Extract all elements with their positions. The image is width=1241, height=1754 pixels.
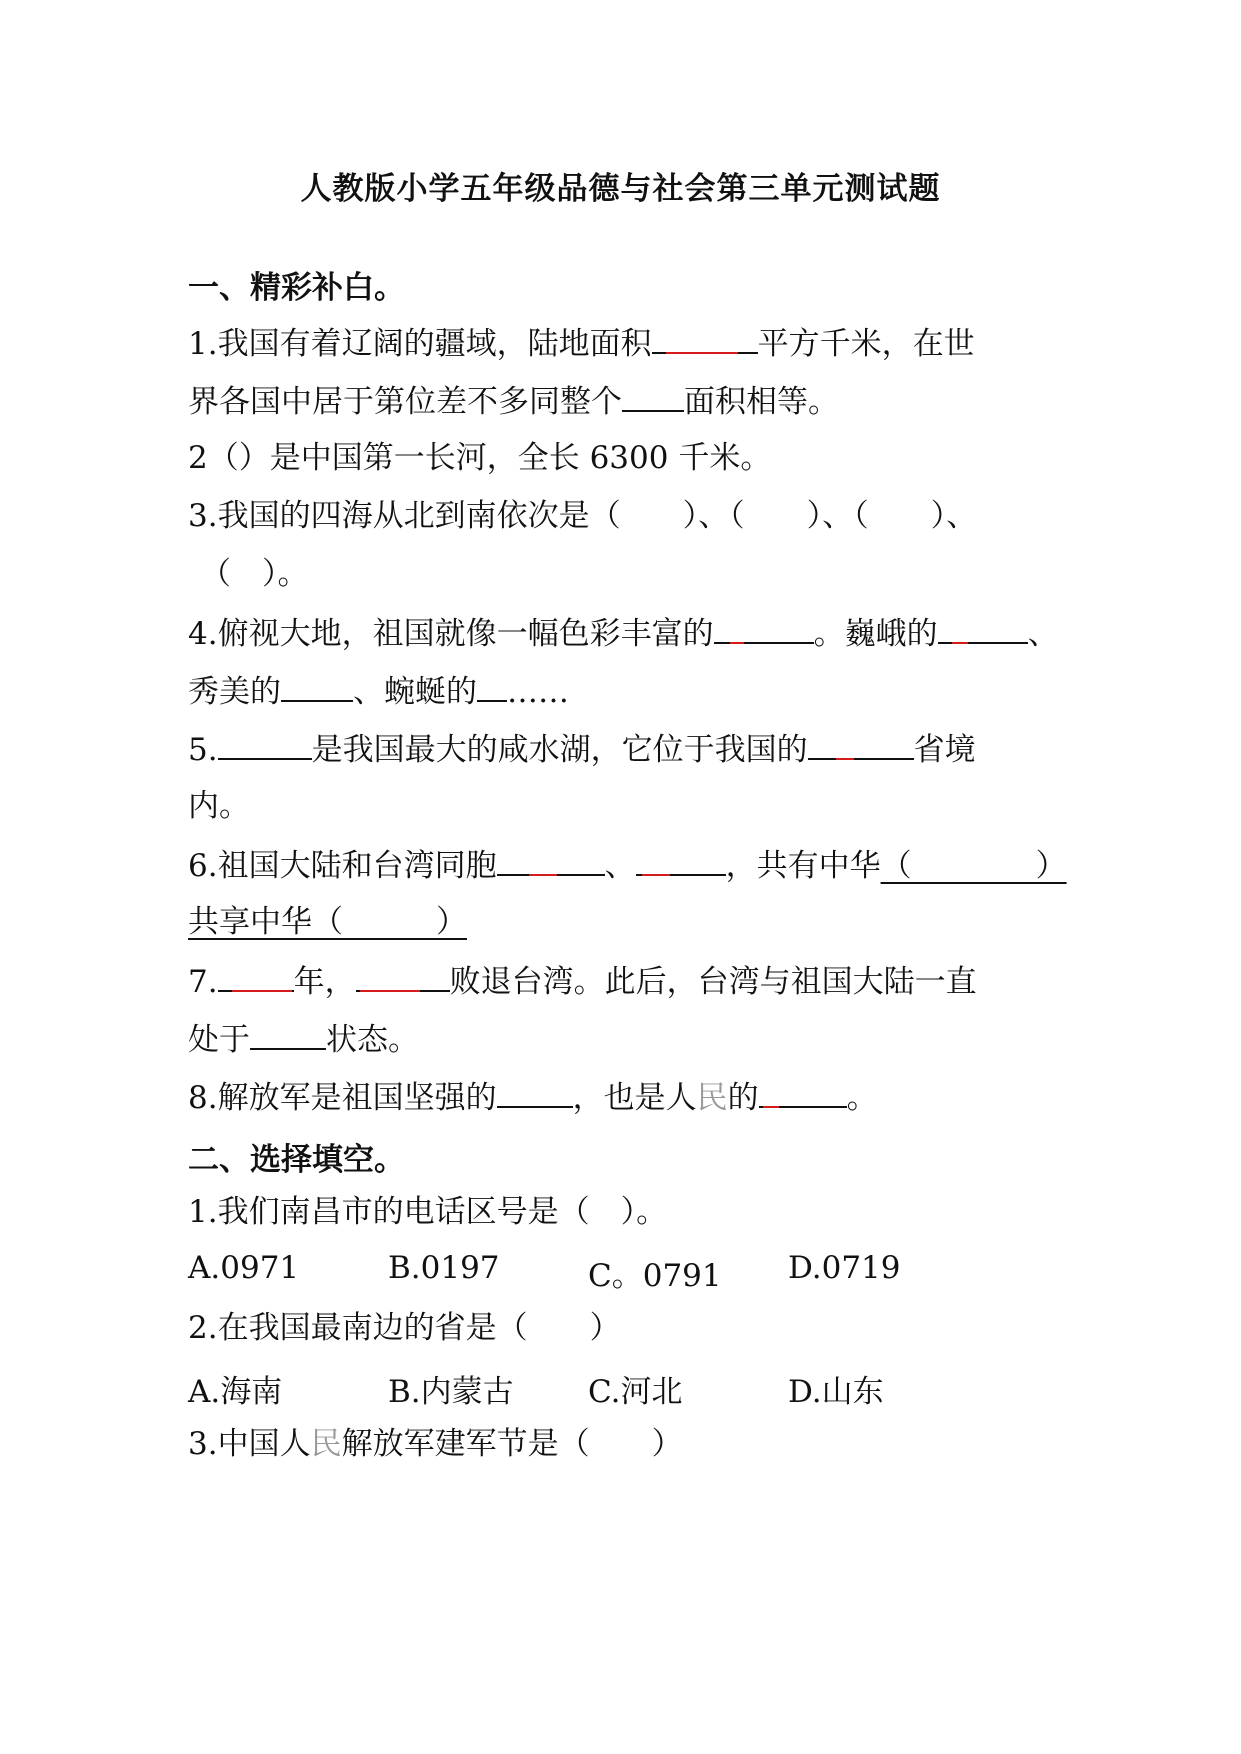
choice-question-3: 3.中国人民解放军建军节是（ ） xyxy=(188,1426,683,1462)
choice-1-option-a[interactable]: A.0971 xyxy=(188,1250,300,1286)
blank-people[interactable] xyxy=(759,1076,847,1106)
page-title: 人教版小学五年级品德与社会第三单元测试题 xyxy=(300,171,941,207)
blank-compatriots-1[interactable] xyxy=(497,844,605,874)
question-4-line-1: 4.俯视大地，祖国就像一幅色彩丰富的 。巍峨的 、 xyxy=(188,612,1059,654)
choice-2-option-c[interactable]: C.河北 xyxy=(588,1374,683,1410)
choice-2-option-b[interactable]: B.内蒙古 xyxy=(388,1374,514,1410)
blank-retreated[interactable] xyxy=(356,960,450,990)
choice-1-option-d[interactable]: D.0719 xyxy=(788,1250,901,1286)
choice-question-2: 2.在我国最南边的省是（ ） xyxy=(188,1310,621,1346)
question-7-line-2: 处于 状态。 xyxy=(188,1018,419,1060)
question-7-line-1: 7. 年， 败退台湾。此后，台湾与祖国大陆一直 xyxy=(188,960,977,1002)
blank-mountain[interactable] xyxy=(938,612,1028,642)
question-5-line-1: 5. 是我国最大的咸水湖，它位于我国的 省境 xyxy=(188,728,976,770)
question-8: 8.解放军是祖国坚强的 ，也是人民的 。 xyxy=(188,1076,878,1118)
blank-year[interactable] xyxy=(218,960,294,990)
question-1-line-2: 界各国中居于第位差不多同整个 面积相等。 xyxy=(188,380,839,422)
question-6-line-1: 6.祖国大陆和台湾同胞 、 ，共有中华（ ） xyxy=(188,844,1067,886)
blank-province[interactable] xyxy=(808,728,914,758)
question-6-line-2: 共享中华（ ） xyxy=(188,904,467,940)
question-1-line-1: 1.我国有着辽阔的疆域，陆地面积 平方千米，在世 xyxy=(188,322,975,364)
blank-equal-area[interactable] xyxy=(622,380,684,412)
question-3-line-2: （ ）。 xyxy=(200,556,309,592)
section1-heading: 一、精彩补白。 xyxy=(188,270,405,306)
section2-heading: 二、选择填空。 xyxy=(188,1142,405,1178)
question-2: 2（）是中国第一长河，全长 6300 千米。 xyxy=(188,440,772,476)
choice-question-1: 1.我们南昌市的电话区号是（ ）。 xyxy=(188,1194,668,1230)
question-5-line-2: 内。 xyxy=(188,788,250,824)
question-3-line-1: 3.我国的四海从北到南依次是（ ）、（ ）、（ ）、 xyxy=(188,498,978,534)
choice-1-option-c[interactable]: C。0791 xyxy=(588,1258,722,1294)
blank-strong[interactable] xyxy=(497,1076,573,1108)
choice-2-option-d[interactable]: D.山东 xyxy=(788,1374,884,1410)
choice-2-option-a[interactable]: A.海南 xyxy=(188,1374,283,1410)
choice-1-option-b[interactable]: B.0197 xyxy=(388,1250,500,1286)
blank-status[interactable] xyxy=(250,1018,326,1050)
blank-compatriots-2[interactable] xyxy=(636,844,726,874)
blank-land-area[interactable] xyxy=(652,322,758,352)
blank-map[interactable] xyxy=(714,612,814,642)
blank-salt-lake[interactable] xyxy=(218,728,312,760)
blank-winding[interactable] xyxy=(477,670,507,702)
blank-beautiful[interactable] xyxy=(281,670,353,702)
question-4-line-2: 秀美的 、蜿蜒的 …… xyxy=(188,670,569,712)
